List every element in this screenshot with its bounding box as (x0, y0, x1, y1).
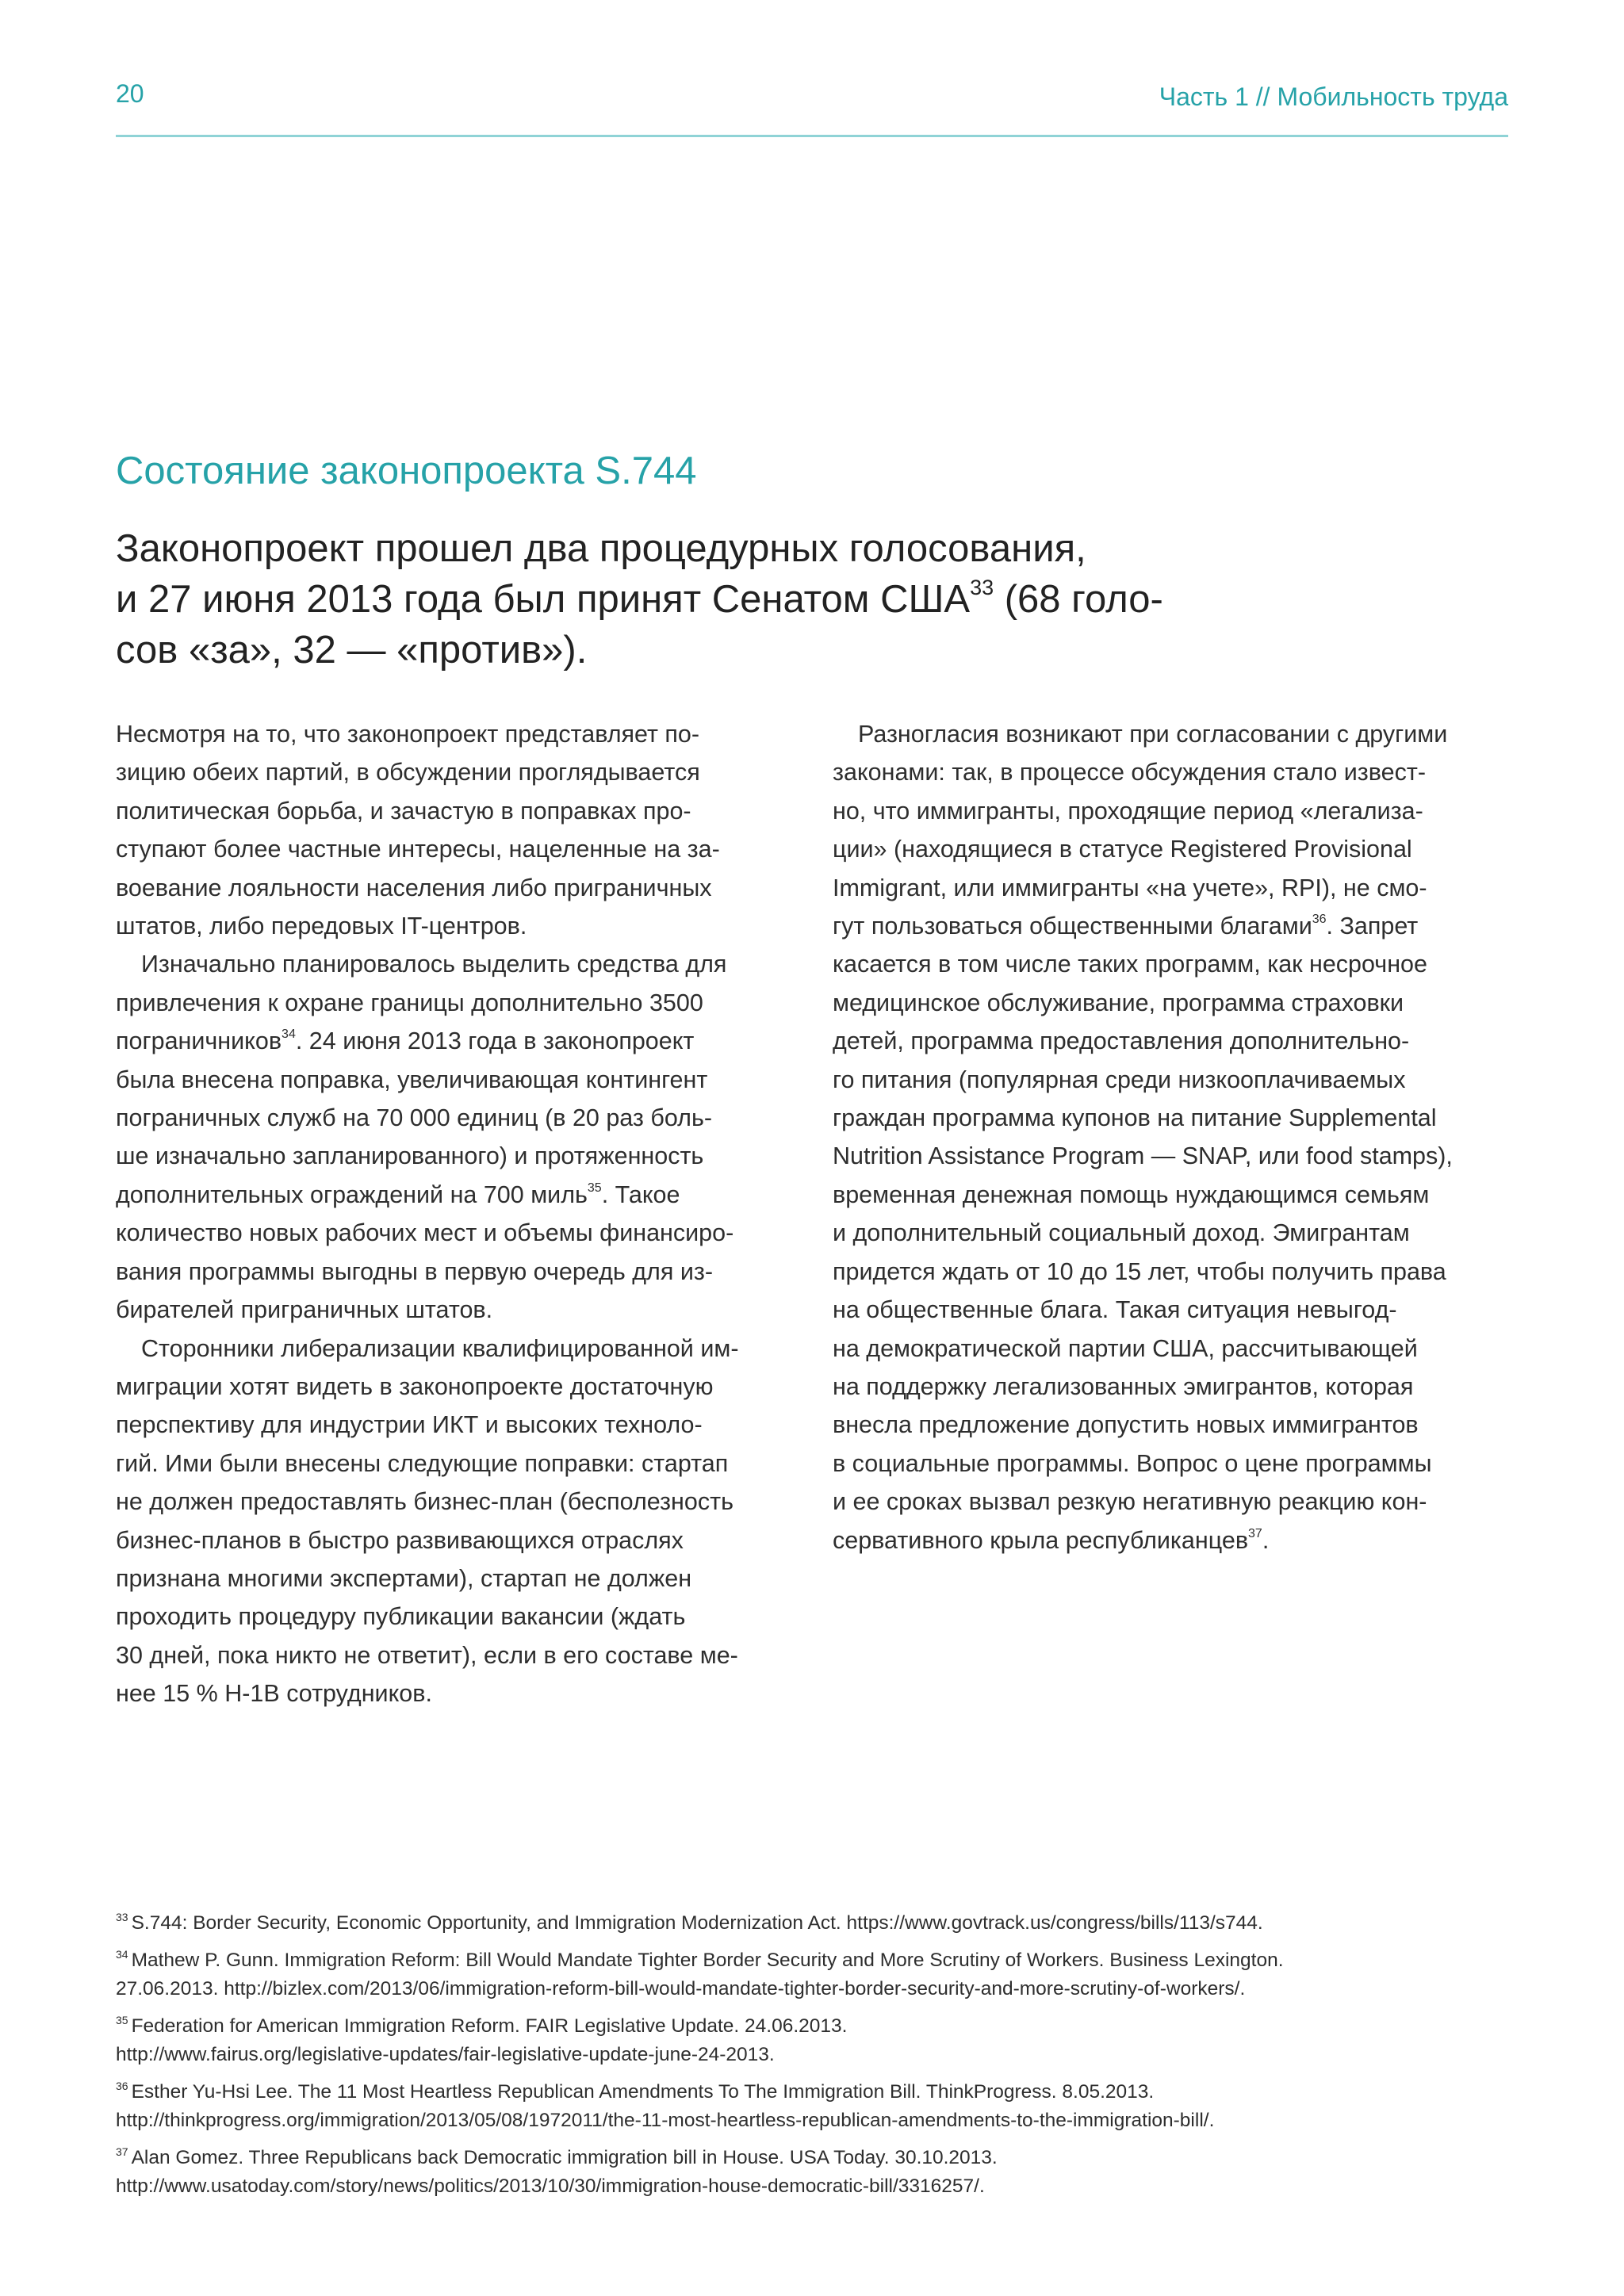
footnotes (116, 1909, 1519, 2210)
text-line: придется ждать от 10 до 15 лет, чтобы получить права (833, 1257, 1446, 1285)
text-line: и ее сроках вызвал резкую негативную реакцию кон- (833, 1488, 1427, 1516)
footnote-number: 34 (116, 1948, 128, 1961)
text-line: нее 15 % H-1B сотрудников. (116, 1680, 432, 1708)
text-line: зицию обеих партий, в обсуждении проглядывается (116, 759, 700, 786)
footnote-line (116, 2078, 1519, 2107)
text-line (833, 1521, 1515, 1559)
text-span: . (1262, 1526, 1270, 1554)
text-span: сервативного крыла республиканцев (833, 1526, 1249, 1554)
text-line: бирателей приграничных штатов. (116, 1296, 493, 1324)
footnote-ref[interactable]: 35 (587, 1181, 602, 1195)
text-line: на общественные блага. Такая ситуация невыгод- (833, 1296, 1397, 1324)
footnote-34 (116, 1946, 1519, 2003)
text-line: законами: так, в процессе обсуждения стало извест- (833, 759, 1426, 786)
text-line: Изначально планировалось выделить средства для (141, 951, 727, 978)
footnote-ref[interactable]: 36 (1312, 913, 1327, 927)
text-line: граждан программа купонов на питание Supplemental (833, 1104, 1437, 1132)
text-line: миграции хотят видеть в законопроекте достаточную (116, 1372, 714, 1400)
text-line: бизнес-планов в быстро развивающихся отраслях (116, 1526, 684, 1554)
footnote-line[interactable]: http://thinkprogress.org/immigration/2013/05/08/1972011/the-11-most-heartless-republican-amendments-to-the-immigration-bill/. (116, 2110, 1215, 2131)
text-line: Сторонники либерализации квалифицированной им- (141, 1334, 739, 1362)
footnote-line (116, 2012, 1519, 2041)
lead-line: сов «за», 32 — «против»). (116, 629, 588, 672)
lead-text: (68 голо- (994, 578, 1163, 621)
text-line: вания программы выгодны в первую очередь для из- (116, 1257, 713, 1285)
paragraph (116, 945, 814, 1329)
text-line: Несмотря на то, что законопроект представляет по- (116, 721, 700, 748)
text-span: гут пользоваться общественными благами (833, 913, 1312, 940)
text-line: медицинское обслуживание, программа страховки (833, 989, 1404, 1016)
header-rule (116, 135, 1508, 137)
text-line: в социальные программы. Вопрос о цене программы (833, 1449, 1432, 1477)
left-column (116, 715, 814, 1713)
text-line: воевание лояльности населения либо приграничных (116, 874, 712, 901)
right-column (833, 715, 1515, 1559)
section-title: Состояние законопроекта S.744 (116, 450, 697, 492)
text-line: привлечения к охране границы дополнительно 3500 (116, 989, 703, 1016)
text-line (116, 1022, 814, 1060)
text-span: . 24 июня 2013 года в законопроект (295, 1027, 695, 1055)
text-line: касается в том числе таких программ, как несрочное (833, 951, 1427, 978)
footnote-ref[interactable]: 33 (970, 576, 994, 599)
text-line: ции» (находящиеся в статусе Registered Provisional (833, 836, 1412, 863)
text-line: временная денежная помощь нуждающимся семьям (833, 1181, 1430, 1208)
lead-line (116, 574, 1258, 625)
text-line: гий. Ими были внесены следующие поправки: стартап (116, 1449, 729, 1477)
paragraph (116, 1330, 814, 1713)
text-line: внесла предложение допустить новых иммигрантов (833, 1411, 1419, 1439)
lead-text: и 27 июня 2013 года был принят Сенатом США (116, 578, 971, 621)
footnote-number: 36 (116, 2080, 128, 2092)
text-line: 30 дней, пока никто не ответит), если в его составе ме- (116, 1641, 738, 1669)
text-line (833, 907, 1515, 945)
text-line: количество новых рабочих мест и объемы финансиро- (116, 1219, 734, 1247)
text-line: Nutrition Assistance Program — SNAP, или food stamps), (833, 1142, 1453, 1170)
text-span: дополнительных ограждений на 700 миль (116, 1181, 588, 1208)
footnote-text: Alan Gomez. Three Republicans back Democratic immigration bill in House. USA Today. 30.10.2013. (131, 2147, 998, 2168)
footnote-text: Federation for American Immigration Reform. FAIR Legislative Update. 24.06.2013. (131, 2015, 848, 2037)
lead-paragraph (116, 523, 1258, 675)
text-span: пограничников (116, 1027, 282, 1055)
footnote-text: Esther Yu-Hsi Lee. The 11 Most Heartless Republican Amendments To The Immigration Bill. ThinkProgress. 8.05.2013. (131, 2081, 1155, 2103)
footnote-33 (116, 1909, 1519, 1938)
footnote-line (116, 1946, 1519, 1975)
footnote-number: 33 (116, 1911, 128, 1923)
text-line: пограничных служб на 70 000 единиц (в 20 раз боль- (116, 1104, 712, 1132)
text-line (116, 1176, 814, 1214)
lead-line: Законопроект прошел два процедурных голосования, (116, 527, 1086, 570)
text-line: проходить процедуру публикации вакансии (ждать (116, 1603, 686, 1631)
text-line: детей, программа предоставления дополнительно- (833, 1027, 1410, 1055)
text-span: . Такое (601, 1181, 680, 1208)
text-line: на поддержку легализованных эмигрантов, которая (833, 1372, 1414, 1400)
text-line: была внесена поправка, увеличивающая контингент (116, 1066, 708, 1093)
footnote-text: Mathew P. Gunn. Immigration Reform: Bill Would Mandate Tighter Border Security and More Scrutiny of Workers. Business Lexington. (131, 1950, 1284, 1971)
text-line: признана многими экспертами), стартап не должен (116, 1564, 692, 1592)
paragraph (116, 715, 814, 945)
text-line: не должен предоставлять бизнес-план (бесполезность (116, 1488, 733, 1516)
footnote-ref[interactable]: 37 (1248, 1526, 1262, 1540)
footnote-line[interactable]: http://www.fairus.org/legislative-updates/fair-legislative-update-june-24-2013. (116, 2044, 775, 2065)
text-line: перспективу для индустрии ИКТ и высоких техноло- (116, 1411, 703, 1439)
text-line: штатов, либо передовых IT-центров. (116, 913, 527, 940)
text-line: ше изначально запланированного) и протяженность (116, 1142, 704, 1170)
paragraph (833, 715, 1515, 1559)
footnote-line[interactable]: 27.06.2013. http://bizlex.com/2013/06/immigration-reform-bill-would-mandate-tighter-border-security-and-more-scrutiny-of-workers/. (116, 1978, 1246, 1999)
footnote-37 (116, 2144, 1519, 2201)
footnote-ref[interactable]: 34 (282, 1027, 296, 1042)
text-line: политическая борьба, и зачастую в поправках про- (116, 797, 691, 825)
running-head: Часть 1 // Мобильность труда (1159, 82, 1508, 111)
footnote-number: 35 (116, 2014, 128, 2026)
footnote-line (116, 2144, 1519, 2172)
footnote-35 (116, 2012, 1519, 2069)
text-line: ступают более частные интересы, нацеленные на за- (116, 836, 720, 863)
text-line: го питания (популярная среди низкооплачиваемых (833, 1066, 1406, 1093)
text-line: Разногласия возникают при согласовании с другими (858, 721, 1448, 748)
text-line: Immigrant, или иммигранты «на учете», RPI), не смо- (833, 874, 1427, 901)
text-line: на демократической партии США, рассчитывающей (833, 1334, 1418, 1362)
text-line: и дополнительный социальный доход. Эмигрантам (833, 1219, 1410, 1247)
footnote-36 (116, 2078, 1519, 2135)
page-number: 20 (116, 79, 144, 108)
text-line: но, что иммигранты, проходящие период «легализа- (833, 797, 1423, 825)
footnote-line[interactable]: http://www.usatoday.com/story/news/politics/2013/10/30/immigration-house-democratic-bill/3316257/. (116, 2175, 985, 2197)
footnote-number: 37 (116, 2145, 128, 2158)
footnote-line (116, 1909, 1519, 1938)
footnote-text[interactable]: S.744: Border Security, Economic Opportunity, and Immigration Modernization Act. https://www.govtrack.us/congress/bills/113/s744. (131, 1912, 1263, 1934)
text-span: . Запрет (1326, 913, 1419, 940)
